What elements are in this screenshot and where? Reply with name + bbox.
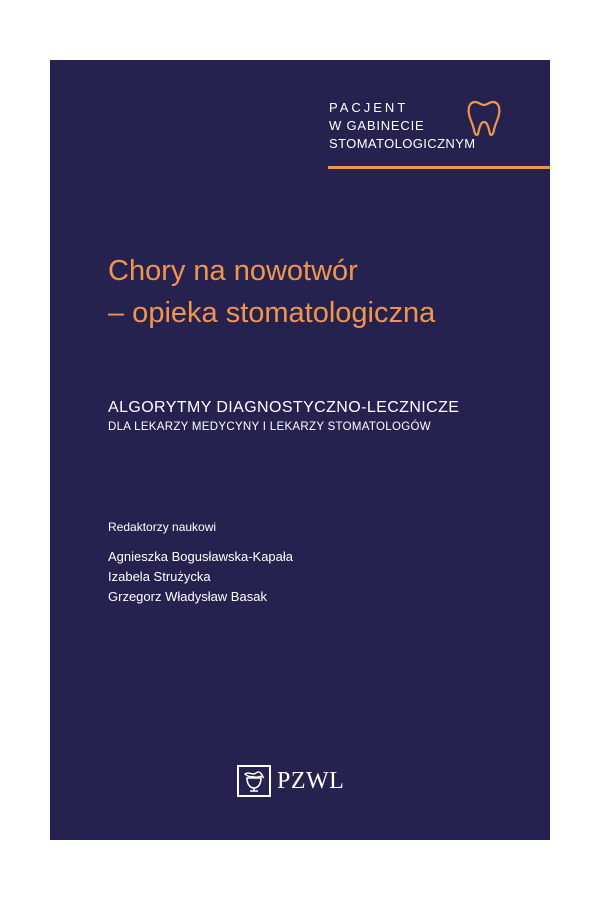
subtitle-line-2: DLA LEKARZY MEDYCYNY I LEKARZY STOMATOLOGÓW xyxy=(108,421,431,433)
subtitle-line-1: ALGORYTMY DIAGNOSTYCZNO-LECZNICZE xyxy=(108,399,460,416)
book-title xyxy=(108,250,435,334)
title-line-2: – opieka stomatologiczna xyxy=(108,297,436,329)
editors-label: Redaktorzy naukowi xyxy=(108,520,217,534)
publisher-name: PZWL xyxy=(277,767,345,794)
title-line-1: Chory na nowotwór xyxy=(108,255,358,287)
book-subtitle xyxy=(108,398,459,436)
series-line-2: W GABINECIE xyxy=(329,118,425,133)
publisher-logo xyxy=(237,763,344,799)
editors-list xyxy=(108,547,293,607)
editor-name: Izabela Strużycka xyxy=(108,569,211,584)
snake-bowl-logo-icon xyxy=(237,765,271,797)
series-line-1: PACJENT xyxy=(329,100,409,115)
series-name xyxy=(329,99,476,153)
editor-name: Grzegorz Władysław Basak xyxy=(108,589,267,604)
editor-name: Agnieszka Bogusławska-Kapała xyxy=(108,549,293,564)
series-divider xyxy=(328,166,550,169)
book-cover xyxy=(50,60,550,840)
tooth-icon xyxy=(466,98,502,138)
series-line-3: STOMATOLOGICZNYM xyxy=(329,136,476,151)
